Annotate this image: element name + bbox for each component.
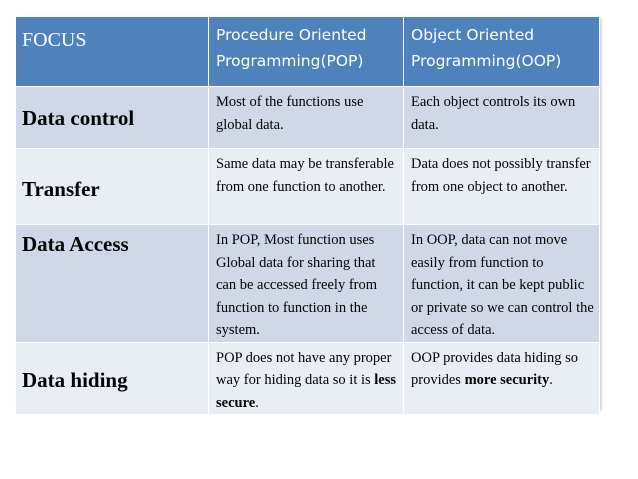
row-label-transfer: Transfer (16, 149, 209, 225)
cell-pop (209, 342, 404, 415)
cell-oop (404, 342, 600, 415)
cell-pop: In POP, Most function uses Global data for sharing that can be accessed freely from function to function in the system. (209, 225, 404, 343)
cell-oop-emphasis: more security (464, 372, 550, 388)
cell-pop: Same data may be transferable from one function to another. (209, 149, 404, 225)
row-label-data-control: Data control (16, 87, 209, 149)
cell-oop: Each object controls its own data. (404, 87, 600, 149)
cell-oop-text: OOP provides data hiding so provides (411, 349, 579, 388)
comparison-table-container (15, 16, 599, 409)
table-row (16, 149, 600, 225)
cell-pop-end: . (255, 394, 259, 411)
table-header-row (16, 17, 600, 87)
cell-pop-text: POP does not have any proper way for hiding data so it is (216, 349, 392, 388)
cell-pop: Most of the functions use global data. (209, 87, 404, 149)
header-focus: FOCUS (16, 17, 209, 87)
row-label-data-access: Data Access (16, 225, 209, 343)
cell-oop: In OOP, data can not move easily from function to function, it can be kept public or private so we can control the access of data. (404, 225, 600, 343)
table-row (16, 342, 600, 415)
pop-vs-oop-table (15, 16, 600, 415)
table-row (16, 87, 600, 149)
row-label-data-hiding: Data hiding (16, 342, 209, 415)
cell-oop: Data does not possibly transfer from one object to another. (404, 149, 600, 225)
header-oop: Object Oriented Programming(OOP) (404, 17, 600, 87)
header-pop: Procedure Oriented Programming(POP) (209, 17, 404, 87)
table-row (16, 225, 600, 343)
cell-pop-emphasis: less secure (216, 372, 397, 411)
cell-oop-end: . (549, 372, 553, 388)
